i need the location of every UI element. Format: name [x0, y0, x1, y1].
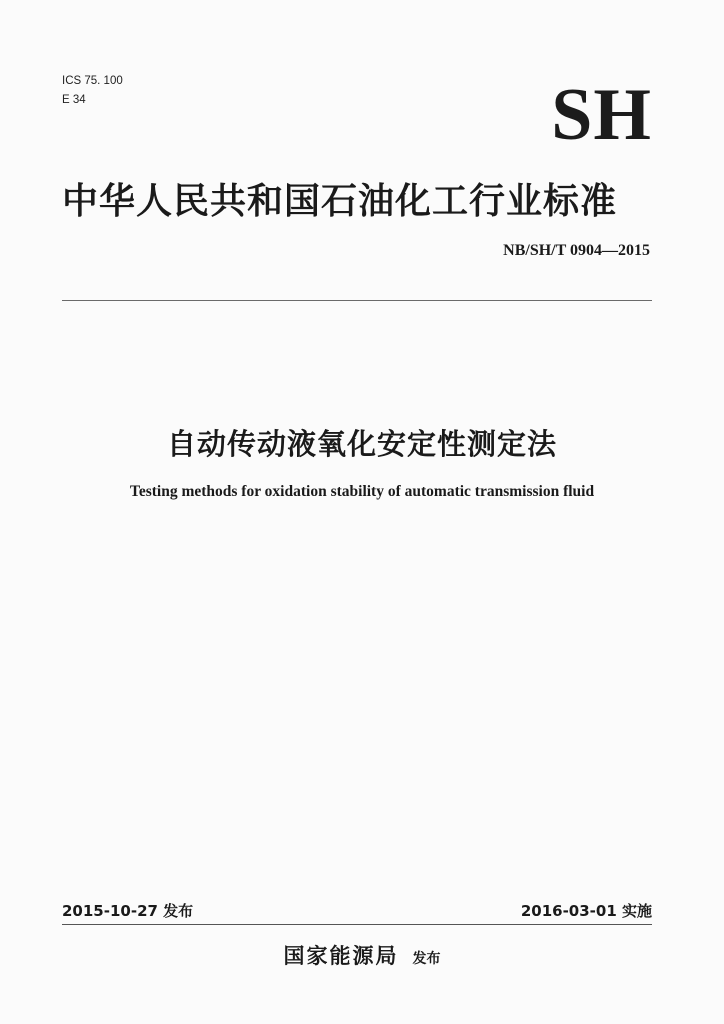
publisher-name: 国家能源局 — [283, 944, 399, 968]
category-code: E 34 — [62, 94, 86, 106]
document-title-english: Testing methods for oxidation stability of automatic transmission fluid — [129, 483, 595, 500]
implementation-date: 2016-03-01 实施 — [520, 902, 652, 920]
sh-logo: SH — [551, 74, 652, 156]
publisher-action: 发布 — [412, 951, 441, 967]
standard-number: NB/SH/T 0904—2015 — [503, 242, 650, 259]
ics-code: ICS 75. 100 — [62, 75, 123, 87]
publisher-line — [0, 940, 724, 970]
footer-divider — [62, 924, 652, 925]
issue-date: 2015-10-27 发布 — [62, 902, 194, 920]
document-title-chinese: 自动传动液氧化安定性测定法 — [166, 427, 557, 461]
header-divider — [62, 300, 652, 301]
authority-title: 中华人民共和国石油化工行业标准 — [62, 181, 618, 222]
classification-codes — [62, 72, 123, 110]
